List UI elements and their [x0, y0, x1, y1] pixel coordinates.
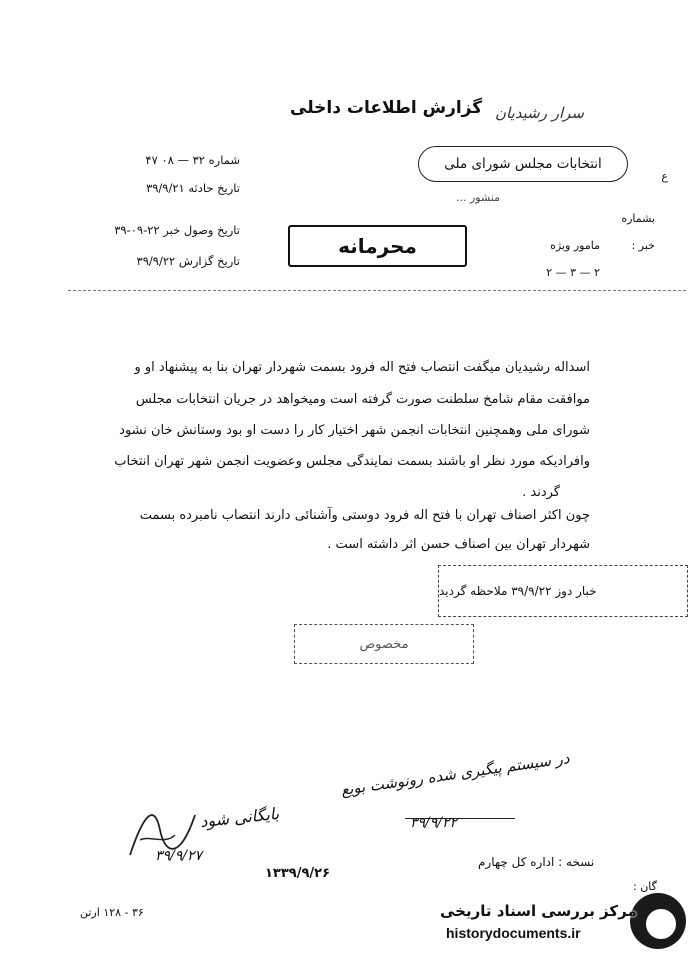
archive-logo-inner	[643, 906, 679, 942]
source-line: منشور ...	[455, 191, 500, 204]
news-label: خبر :	[631, 239, 655, 252]
officer-label: مامور ویژه	[550, 239, 600, 252]
watermark-name: مرکز بررسی اسناد تاریخی	[440, 902, 637, 920]
copy-label: نسخه : اداره کل چهارم	[478, 855, 595, 869]
body-line: چون اکثر اصناف تهران با فتح اله فرود دوستی وآشنائی دارند انتصاب نامبرده بسمت	[139, 508, 590, 523]
watermark-url[interactable]: historydocuments.ir	[446, 925, 581, 941]
body-line: اسداله رشیدیان میگفت انتصاب فتح اله فرود بسمت شهردار تهران بنا به پیشنهاد او و	[134, 360, 590, 375]
confidential-text: محرمانه	[338, 234, 417, 258]
review-stamp-text: خبار دوز ۳۹/۹/۲۲ ملاحظه گردید	[439, 584, 597, 598]
body-line: گردند .	[522, 485, 560, 500]
review-stamp	[438, 565, 688, 617]
body-line: شهردار تهران بین اصناف حسن اثر داشته است .	[327, 537, 590, 552]
subject-label: ع	[661, 170, 668, 183]
number-label: بشماره	[621, 212, 655, 225]
body-line: وافرادیکه مورد نظر او باشند بسمت نمایندگی مجلس وعضویت انجمن شهر تهران انتخاب	[114, 454, 590, 469]
stamp-date: ۱۳۳۹/۹/۲۶	[265, 866, 331, 881]
signature-date: ۳۹/۹/۲۲	[410, 815, 458, 831]
archive-date: ۳۹/۹/۲۷	[155, 848, 203, 864]
subject-oval	[418, 146, 628, 182]
secondary-stamp	[294, 624, 474, 664]
event-date: تاریخ حادثه ۳۹/۹/۲۱	[146, 181, 240, 195]
separator-line	[68, 290, 686, 291]
body-line: شورای ملی وهمچنین انتخابات انجمن شهر اختیار کار را دست او بود وستانش خان نشود	[119, 423, 590, 438]
recipients-label: گان :	[633, 880, 657, 893]
received-date: تاریخ وصول خبر ۲۲-۰۹-۳۹	[114, 223, 240, 237]
report-title: گزارش اطلاعات داخلی	[290, 98, 483, 118]
body-line: موافقت مقام شامخ سلطنت صورت گرفته است ومیخواهد در جریان انتخابات مجلس	[135, 392, 590, 407]
report-date: تاریخ گزارش ۳۹/۹/۲۲	[136, 254, 240, 268]
form-code: ۳۶ - ۱۲۸ ارتن	[80, 906, 144, 919]
handwritten-note: در سیستم پیگیری شده رونوشت بویع	[339, 749, 571, 799]
secondary-stamp-text: مخصوص	[359, 636, 409, 652]
subject-text: انتخابات مجلس شورای ملی	[444, 156, 602, 172]
code-line: ۲ — ۳ — ۲	[546, 266, 600, 279]
confidential-stamp	[288, 225, 467, 267]
report-number: شماره ۳۲ — ۰۸ ۴۷	[145, 153, 240, 167]
archive-note: بایگانی شود	[199, 803, 280, 832]
top-handwritten-note: سرار رشیدیان	[495, 104, 584, 122]
